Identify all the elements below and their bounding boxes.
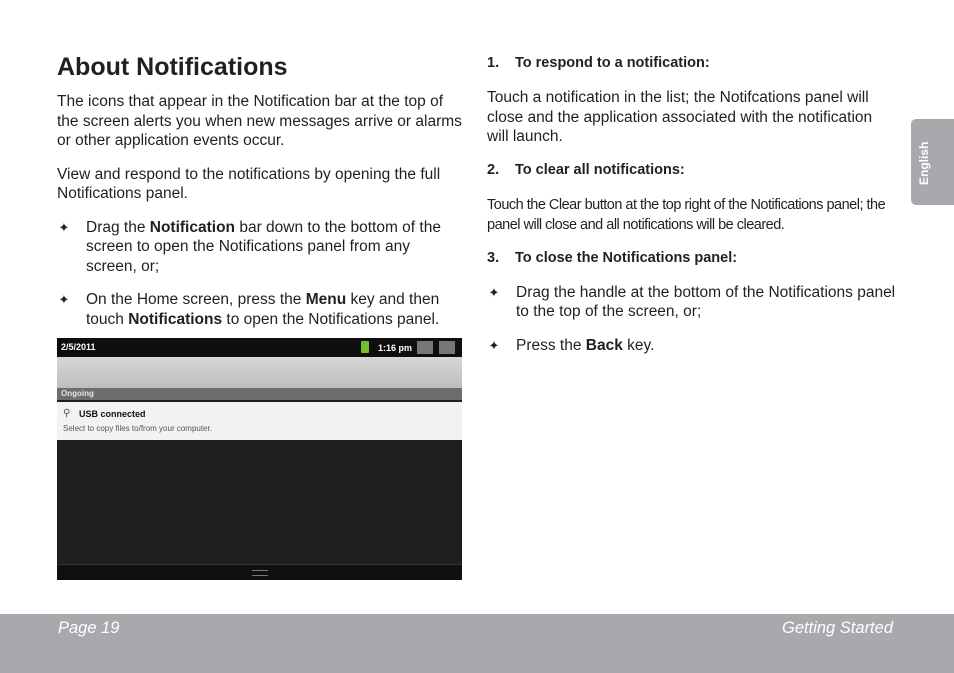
language-tab	[911, 119, 954, 205]
grip-icon	[252, 570, 268, 576]
instructions-paragraph: View and respond to the notifications by opening the full Notifications panel.	[57, 165, 441, 202]
status-bar	[57, 338, 462, 357]
ongoing-header: Ongoing	[57, 388, 462, 400]
status-time: 1:16 pm	[378, 343, 413, 353]
star-bullet-icon: ✦	[488, 337, 500, 353]
bullet-drag-handle: ✦ Drag the handle at the bottom of the Notifications panel to the top of the screen, or;	[488, 283, 896, 320]
section-name: Getting Started	[782, 619, 893, 637]
step-clear-text: Touch the Clear button at the top right of the Notifications panel; the panel will close and all notifications will be cleared.	[487, 196, 886, 233]
star-bullet-icon: ✦	[58, 292, 70, 307]
bullet-menu-key: ✦ On the Home screen, press the Menu key and then touch Notifications to open the Notifications panel.	[58, 291, 440, 328]
usb-icon: ⚲	[63, 408, 71, 419]
usb-notification	[57, 402, 462, 440]
star-bullet-icon: ✦	[488, 284, 500, 300]
panel-handle	[57, 564, 462, 580]
battery-icon	[361, 341, 369, 353]
notification-text: Select to copy files to/from your computer.	[63, 424, 212, 433]
panel-header	[57, 357, 462, 388]
right-column	[487, 54, 897, 369]
step-clear-heading: 2. To clear all notifications:	[487, 161, 685, 178]
back-icon	[439, 341, 455, 354]
step-respond-heading: 1. To respond to a notification:	[487, 55, 710, 71]
status-date: 2/5/2011	[61, 342, 96, 352]
volume-icon	[417, 341, 433, 354]
notifications-panel-screenshot	[57, 338, 462, 580]
notification-title: USB connected	[79, 409, 146, 419]
left-column	[57, 50, 462, 343]
language-label: English	[917, 141, 931, 185]
bullet-back-key: ✦ Press the Back key.	[488, 336, 655, 354]
page-title: About Notifications	[57, 53, 288, 81]
step-close-heading: 3. To close the Notifications panel:	[487, 249, 738, 266]
page-number: Page 19	[58, 619, 120, 637]
bullet-drag-notification: ✦ Drag the Notification bar down to the bottom of the screen to open the Notifications panel from any screen, or;	[58, 218, 441, 275]
intro-paragraph: The icons that appear in the Notification bar at the top of the screen alerts you when new messages arrive or alarms or other application events occur.	[57, 93, 462, 149]
page-footer	[0, 614, 954, 673]
star-bullet-icon: ✦	[58, 219, 70, 235]
step-respond-text: Touch a notification in the list; the Notifcations panel will close and the application associated with the notification will launch.	[487, 89, 873, 145]
